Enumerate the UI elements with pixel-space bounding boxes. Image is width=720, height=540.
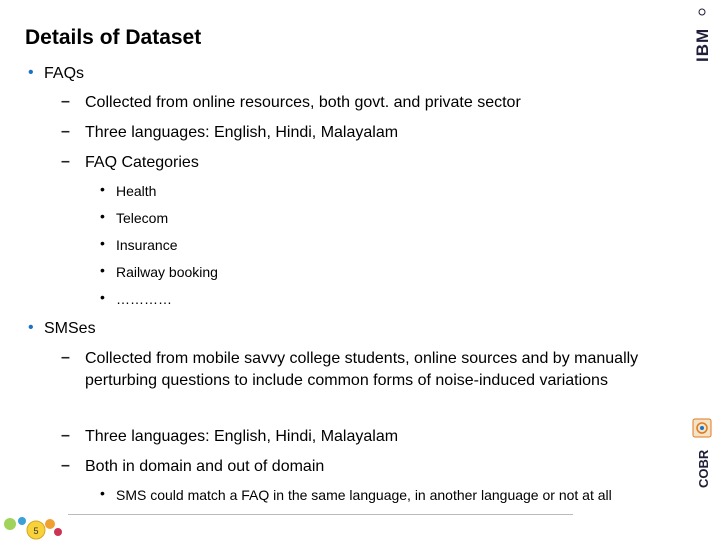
bullet-dot-icon: • [28, 64, 34, 81]
svg-text:IBM: IBM [693, 27, 712, 62]
faqs-label: FAQs [44, 65, 85, 82]
dash-icon: – [61, 427, 70, 444]
sms-point: – Collected from mobile savvy college students, online sources and by manually perturbing questions to include common forms of noise-induced variations [61, 349, 639, 389]
bullet-dot-icon: • [100, 262, 105, 278]
faq-category: • ………… [100, 289, 172, 307]
footer-rule [68, 514, 573, 515]
cobr-logo [690, 418, 714, 490]
dash-icon: – [61, 153, 70, 170]
faqs-bullet [28, 64, 85, 83]
sms-point: – Three languages: English, Hindi, Malayalam [61, 427, 399, 445]
sms-point: – Both in domain and out of domain [61, 457, 325, 475]
footer-graphic [0, 512, 62, 540]
faq-category: • Health [100, 181, 157, 199]
bullet-dot-icon: • [100, 235, 105, 251]
dash-icon: – [61, 93, 70, 110]
page-number: 5 [33, 526, 39, 536]
bullet-dot-icon: • [100, 485, 105, 501]
faq-point: – FAQ Categories [61, 153, 199, 171]
dash-icon: – [61, 457, 70, 474]
bullet-dot-icon: • [100, 208, 105, 224]
bullet-dot-icon: • [28, 319, 34, 336]
faq-category: • Telecom [100, 208, 169, 226]
dash-icon: – [61, 123, 70, 140]
smses-label: SMSes [44, 320, 96, 337]
bullet-dot-icon: • [100, 181, 105, 197]
sms-subpoint: • SMS could match a FAQ in the same language, in another language or not at all [100, 485, 612, 503]
slide-title: Details of Dataset [25, 26, 202, 49]
faq-category: • Railway booking [100, 262, 218, 280]
faq-point: – Collected from online resources, both govt. and private sector [61, 93, 521, 111]
faq-point: – Three languages: English, Hindi, Malayalam [61, 123, 399, 141]
bullet-dot-icon: • [100, 289, 105, 305]
dash-icon: – [61, 349, 70, 366]
faq-category: • Insurance [100, 235, 178, 253]
smses-bullet [28, 319, 96, 338]
svg-text:COBR: COBR [696, 449, 711, 488]
ibm-logo [692, 8, 712, 64]
